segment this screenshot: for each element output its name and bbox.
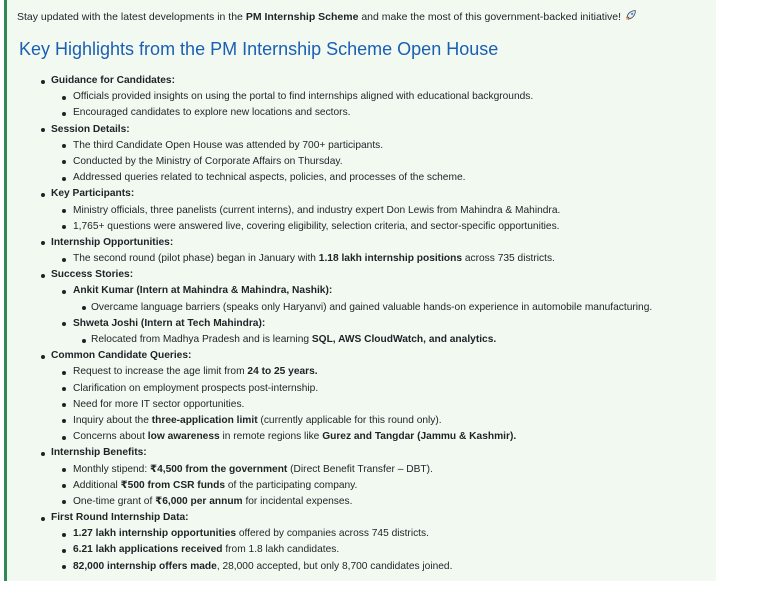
- list-item: [7, 170, 652, 186]
- body-text: Encouraged candidates to explore new locations and sectors.: [73, 107, 351, 119]
- bullet-dot: [62, 484, 66, 488]
- list-item: [7, 559, 652, 575]
- section-title-text: Session Details:: [51, 123, 130, 135]
- emphasis-text: SQL, AWS CloudWatch, and analytics.: [311, 334, 497, 345]
- bullet-dot: [62, 387, 66, 391]
- body-text: Clarification on employment prospects post-internship.: [73, 382, 319, 394]
- body-text: Relocated from Madhya Pradesh and is learning: [91, 334, 312, 345]
- bullet-dot: [62, 112, 66, 116]
- list-item: [7, 203, 652, 219]
- rocket-icon: [624, 9, 637, 26]
- bullet-dot: [62, 177, 66, 181]
- emphasis-text: Gurez and Tangdar (Jammu & Kashmir).: [322, 431, 517, 443]
- list-item: [7, 138, 652, 154]
- bullet-dot: [62, 258, 66, 262]
- section-title-text: Internship Opportunities:: [51, 236, 174, 248]
- body-text: Officials provided insights on using the portal to find internships aligned with educational backgrounds.: [73, 91, 534, 103]
- section-title-text: First Round Internship Data:: [51, 512, 189, 524]
- bullet-dot: [62, 436, 66, 440]
- list-item: [7, 413, 652, 429]
- bullet-dot: [62, 549, 66, 553]
- bullet-dot: [62, 144, 66, 148]
- body-text: (Direct Benefit Transfer – DBT).: [287, 463, 433, 475]
- emphasis-text: ₹500 from CSR funds: [120, 479, 226, 491]
- list-item: [7, 105, 652, 121]
- body-text: in remote regions like: [219, 431, 323, 443]
- intro-text: [17, 9, 637, 26]
- story-title: [7, 316, 652, 332]
- section-title-text: Success Stories:: [51, 269, 134, 281]
- bullet-dot: [62, 290, 66, 294]
- list-item: [7, 462, 652, 478]
- list-item: [7, 397, 652, 413]
- section-title-text: Guidance for Candidates:: [51, 75, 175, 86]
- section-title: [7, 445, 652, 461]
- bullet-dot: [41, 80, 45, 84]
- body-text: Addressed queries related to technical aspects, policies, and processes of the scheme.: [73, 172, 466, 184]
- bullet-dot: [62, 225, 66, 229]
- body-text: The third Candidate Open House was attended by 700+ participants.: [73, 139, 384, 151]
- section-title: [7, 510, 652, 526]
- story-detail: [7, 332, 652, 348]
- emphasis-text: ₹6,000 per annum: [155, 495, 243, 507]
- body-text: Conducted by the Ministry of Corporate Affairs on Thursday.: [73, 155, 343, 167]
- body-text: One-time grant of: [73, 495, 156, 507]
- intro-pre: Stay updated with the latest developments in the: [17, 11, 246, 23]
- list-item: [7, 542, 652, 558]
- bullet-dot: [62, 419, 66, 423]
- body-text: Ministry officials, three panelists (current interns), and industry expert Don Lewis from Mahindra & Mahindra.: [73, 204, 561, 216]
- emphasis-text: 1.27 lakh internship opportunities: [73, 528, 237, 540]
- emphasis-text: three-application limit: [151, 414, 258, 426]
- bullet-dot: [41, 355, 45, 359]
- section-title: [7, 235, 652, 251]
- bullet-dot: [62, 565, 66, 569]
- highlights-list: [7, 73, 652, 575]
- body-text: of the participating company.: [225, 479, 358, 491]
- body-text: Additional: [73, 479, 121, 491]
- bullet-dot: [62, 96, 66, 100]
- body-text: The second round (pilot phase) began in January with: [73, 253, 319, 265]
- section-title-text: Internship Benefits:: [51, 447, 147, 459]
- section-title: [7, 267, 652, 283]
- list-item: [7, 526, 652, 542]
- bullet-dot: [62, 533, 66, 537]
- bullet-dot: [41, 517, 45, 521]
- bullet-dot: [41, 274, 45, 278]
- list-item: [7, 381, 652, 397]
- body-text: across 735 districts.: [462, 253, 555, 265]
- list-item: [7, 478, 652, 494]
- bullet-dot: [82, 306, 86, 310]
- list-item: [7, 364, 652, 380]
- emphasis-text: 6.21 lakh applications received: [73, 544, 223, 556]
- page-title: Key Highlights from the PM Internship Scheme Open House: [19, 39, 499, 59]
- bullet-dot: [82, 339, 86, 343]
- body-text: Inquiry about the: [73, 414, 152, 426]
- section-title-text: Common Candidate Queries:: [51, 350, 192, 362]
- emphasis-text: ₹4,500 from the government: [150, 463, 288, 475]
- emphasis-text: low awareness: [147, 431, 220, 443]
- body-text: Monthly stipend:: [73, 463, 151, 475]
- bullet-dot: [62, 371, 66, 375]
- body-text: from 1.8 lakh candidates.: [222, 544, 340, 556]
- announcement-panel: [4, 0, 716, 581]
- bullet-dot: [62, 403, 66, 407]
- bullet-dot: [62, 322, 66, 326]
- story-name: Shweta Joshi (Intern at Tech Mahindra):: [73, 317, 266, 329]
- bullet-dot: [62, 160, 66, 164]
- bullet-dot: [41, 193, 45, 197]
- body-text: for incidental expenses.: [242, 495, 353, 507]
- section-title: [7, 348, 652, 364]
- intro-post: and make the most of this government-backed initiative!: [358, 11, 622, 23]
- emphasis-text: 1.18 lakh internship positions: [318, 253, 463, 265]
- section-title-text: Key Participants:: [51, 188, 135, 200]
- body-text: Request to increase the age limit from: [73, 366, 248, 378]
- body-text: 1,765+ questions were answered live, covering eligibility, selection criteria, and sector-specific opportunities.: [73, 220, 560, 232]
- list-item: [7, 219, 652, 235]
- section-title: [7, 186, 652, 202]
- bullet-dot: [41, 241, 45, 245]
- body-text: Need for more IT sector opportunities.: [73, 398, 245, 410]
- story-title: [7, 283, 652, 299]
- body-text: Overcame language barriers (speaks only Haryanvi) and gained valuable hands-on experience in automobile manufacturing.: [91, 301, 653, 313]
- list-item: [7, 429, 652, 445]
- bullet-dot: [62, 468, 66, 472]
- bullet-dot: [41, 452, 45, 456]
- body-text: Concerns about: [73, 431, 148, 443]
- bullet-dot: [62, 500, 66, 504]
- emphasis-text: 24 to 25 years.: [247, 366, 318, 378]
- bullet-dot: [41, 128, 45, 132]
- emphasis-text: 82,000 internship offers made: [73, 560, 217, 572]
- body-text: offered by companies across 745 districts.: [236, 528, 429, 540]
- story-detail: [7, 300, 652, 316]
- intro-scheme-name: PM Internship Scheme: [245, 11, 359, 23]
- body-text: , 28,000 accepted, but only 8,700 candidates joined.: [216, 560, 453, 572]
- list-item: [7, 154, 652, 170]
- section-title: [7, 122, 652, 138]
- body-text: (currently applicable for this round only).: [257, 414, 442, 426]
- bullet-dot: [62, 209, 66, 213]
- list-item: [7, 251, 652, 267]
- story-name: Ankit Kumar (Intern at Mahindra & Mahindra, Nashik):: [73, 285, 333, 297]
- list-item: [7, 494, 652, 510]
- section-title: [7, 73, 652, 89]
- list-item: [7, 89, 652, 105]
